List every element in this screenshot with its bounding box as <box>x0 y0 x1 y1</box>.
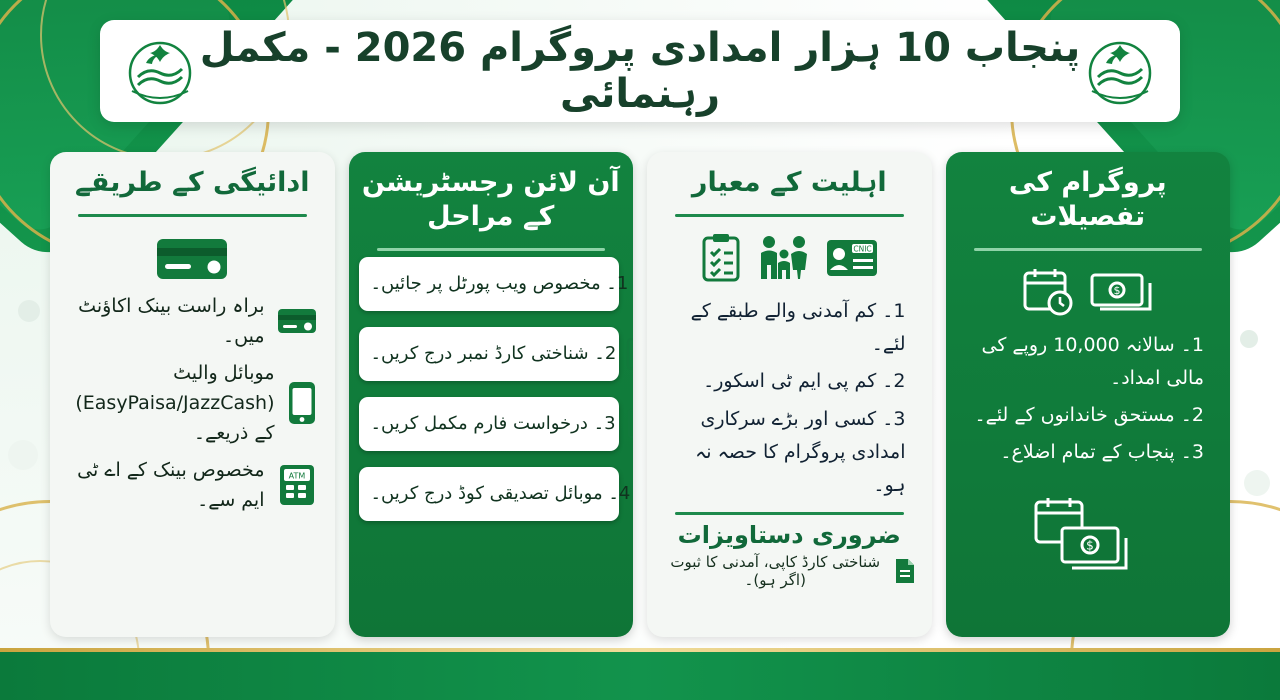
mobile-wallet-icon <box>287 380 317 426</box>
documents-text: شناختی کارڈ کاپی، آمدنی کا ثبوت (اگر ہو)۔ <box>670 553 881 590</box>
registration-step[interactable] <box>359 467 631 521</box>
eligibility-item: 1۔ کم آمدنی والے طبقے کے لئے۔ <box>690 299 906 355</box>
registration-step[interactable] <box>359 327 620 381</box>
svg-text:$: $ <box>1113 283 1121 297</box>
payment-methods-heading: ادائیگی کے طریقے <box>75 167 310 198</box>
program-details-item: 2۔ مستحق خاندانوں کے لئے۔ <box>974 404 1204 426</box>
column-payment-methods <box>50 152 335 637</box>
calendar-clock-icon <box>1022 267 1076 317</box>
content-columns <box>50 152 1230 637</box>
payment-method-row <box>50 285 335 352</box>
documents-line <box>647 549 932 589</box>
registration-step-label: 1۔ مخصوص ویب پورٹل پر جائیں۔ <box>370 273 629 294</box>
punjab-government-crest-icon <box>1084 33 1156 109</box>
payment-method-label: براہ راست بینک اکاؤنٹ میں۔ <box>78 294 265 348</box>
eligibility-item: 3۔ کسی اور بڑے سرکاری امدادی پروگرام کا حصہ نہ ہو۔ <box>695 407 906 496</box>
cash-banknotes-icon <box>1090 269 1154 315</box>
program-details-item: 3۔ پنجاب کے تمام اضلاع۔ <box>1000 441 1204 464</box>
punjab-government-crest-icon <box>124 33 196 109</box>
svg-text:CNIC: CNIC <box>853 244 872 254</box>
program-details-item: 1۔ سالانہ 10,000 روپے کی مالی امداد۔ <box>981 333 1204 389</box>
column-eligibility <box>647 152 932 637</box>
eligibility-items <box>647 289 932 503</box>
decor-dot <box>1244 470 1270 496</box>
payment-method-label: موبائل والیٹ (EasyPaisa/JazzCash) کے ذریعے۔ <box>75 361 275 445</box>
registration-heading: آن لائن رجسٹریشن کے مراحل <box>361 167 620 232</box>
payment-method-label: مخصوص بینک کے اے ٹی ایم سے۔ <box>77 458 265 512</box>
eligibility-item: 2۔ کم پی ایم ٹی اسکور۔ <box>703 370 906 393</box>
mobile-phone-icon <box>626 338 633 370</box>
registration-step-label: 4۔ موبائل تصدیقی کوڈ درج کریں۔ <box>370 483 631 504</box>
form-edit-icon <box>626 408 633 440</box>
registration-step[interactable] <box>359 397 620 451</box>
page-title: پنجاب 10 ہزار امدادی پروگرام 2026 - مکمل رہنمائی <box>199 25 1081 117</box>
registration-step[interactable] <box>359 257 629 311</box>
registration-step-label: 2۔ شناختی کارڈ نمبر درج کریں۔ <box>370 343 617 364</box>
family-icon <box>756 233 812 283</box>
documents-heading: ضروری دستاویزات <box>677 521 901 550</box>
bank-card-icon <box>277 306 317 336</box>
payment-method-row <box>50 449 335 516</box>
decor-dot <box>18 300 40 322</box>
document-icon <box>894 557 916 585</box>
registration-steps-list <box>349 251 634 521</box>
cnic-card-icon <box>826 238 878 278</box>
atm-machine-icon <box>277 463 317 507</box>
svg-text:$: $ <box>1085 538 1094 552</box>
calendar-money-icon <box>946 474 1231 584</box>
program-details-items <box>946 323 1231 470</box>
footer-bar <box>0 652 1280 700</box>
program-details-heading: پروگرام کی تفصیلات <box>1008 167 1167 232</box>
registration-step-label: 3۔ درخواست فارم مکمل کریں۔ <box>370 413 616 434</box>
eligibility-heading: اہلیت کے معیار <box>691 167 887 198</box>
decor-dot <box>8 440 38 470</box>
eligibility-icons <box>647 217 932 289</box>
column-program-details <box>946 152 1231 637</box>
svg-text:ATM: ATM <box>288 471 305 481</box>
credit-card-icon <box>50 217 335 285</box>
decor-dot <box>1240 330 1258 348</box>
column-registration-steps <box>349 152 634 637</box>
payment-method-row <box>50 352 335 449</box>
program-details-icons <box>946 251 1231 323</box>
checklist-clipboard-icon <box>700 233 742 283</box>
header-banner <box>100 20 1180 122</box>
